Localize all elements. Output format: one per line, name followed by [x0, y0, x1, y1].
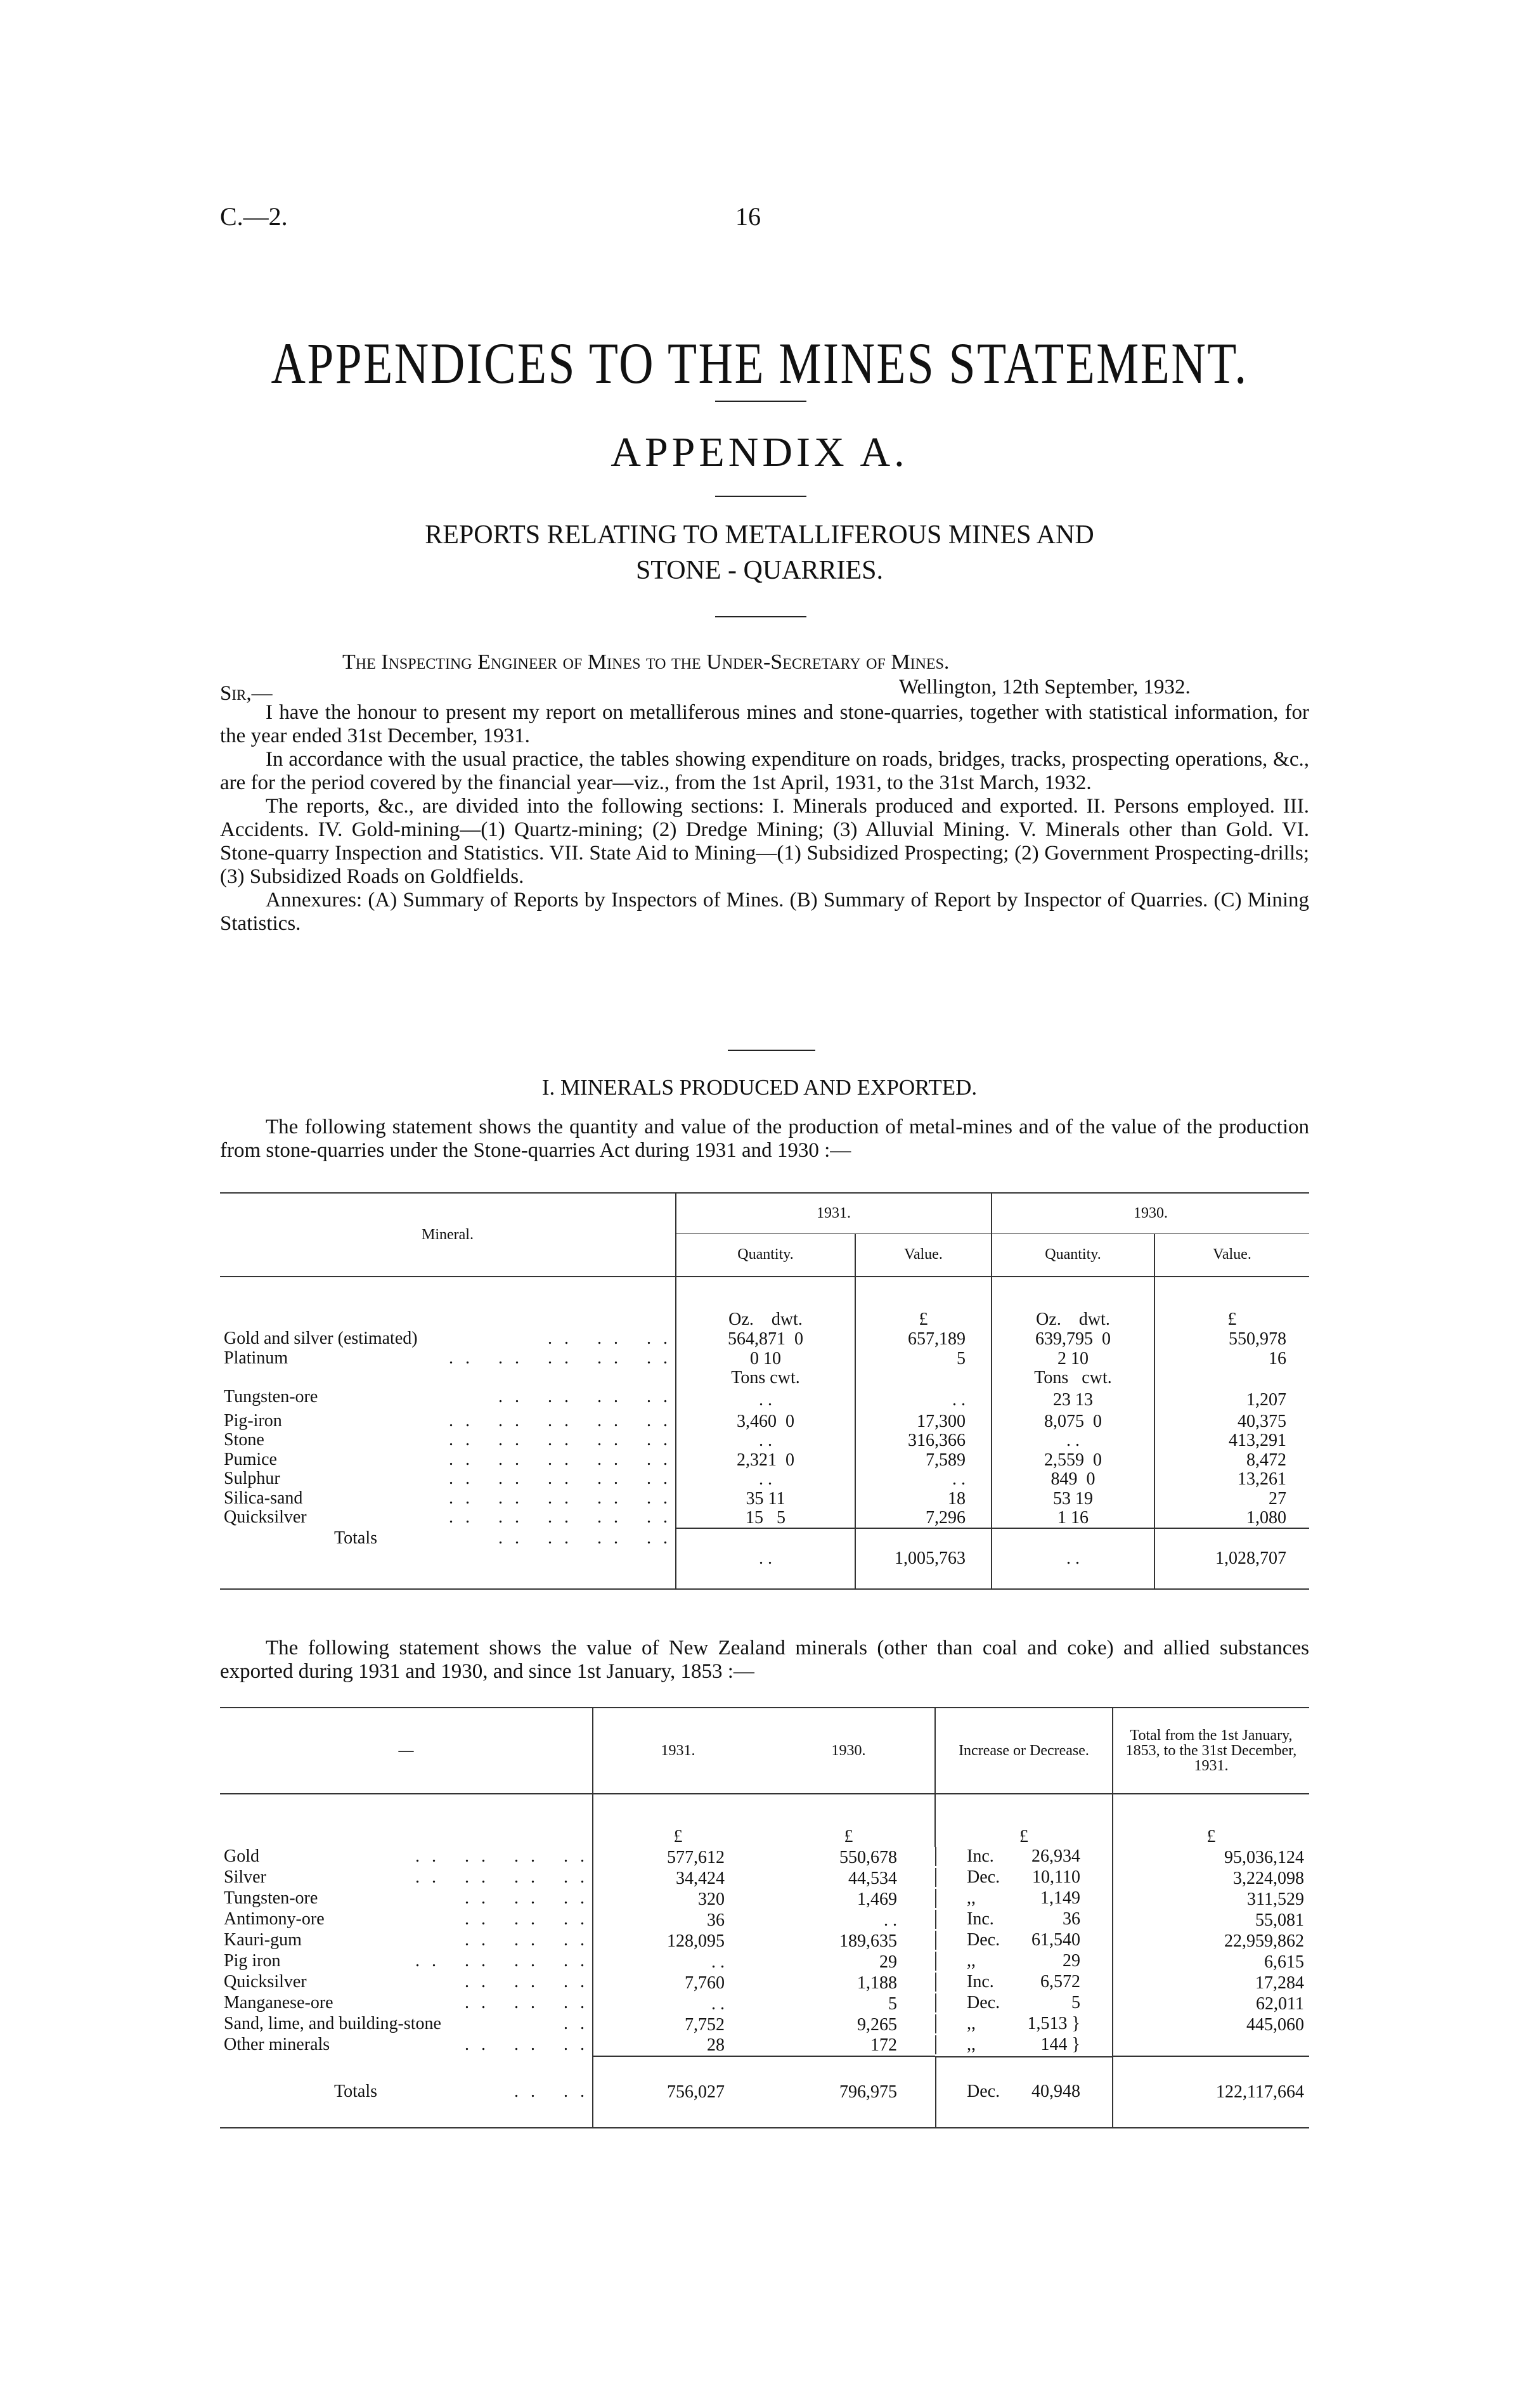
- letter-address: The Inspecting Engineer of Mines to the Under-Secretary of Mines.: [342, 650, 950, 674]
- col-1931-header: 1931.: [593, 1708, 763, 1794]
- leader-dots: . . . . . . . .: [415, 1867, 588, 1887]
- unit-1931-value: £: [855, 1277, 992, 1330]
- document-reference: C.—2.: [220, 202, 288, 231]
- quantity-1930: 849 0: [992, 1470, 1154, 1490]
- section2-intro: [220, 1637, 1309, 1684]
- row-label: [220, 2014, 592, 2033]
- value-1930: 8,472: [1154, 1451, 1309, 1471]
- value-1931: 128,095: [593, 1931, 763, 1952]
- value-1930: 5: [888, 1993, 897, 2014]
- leader-dots: . . . .: [514, 2082, 588, 2101]
- total-since-1853: 17,284: [1113, 1973, 1309, 1993]
- section1-intro-text: The following statement shows the quantity and value of the production of metal-mines and of the value of the production from stone-quarries under the Stone-quarries Act during 1931 and 1930 :—: [220, 1116, 1309, 1162]
- quantity-1930: 8,075 0: [992, 1412, 1154, 1432]
- reports-title-line2: STONE - QUARRIES.: [635, 556, 884, 585]
- letter-body: [220, 701, 1309, 936]
- quantity-1931: . .: [676, 1388, 855, 1412]
- mineral-name: Kauri-gum: [224, 1930, 302, 1950]
- table-row: [220, 1388, 1309, 1412]
- letter-paragraph: Annexures: (A) Summary of Reports by Inspectors of Mines. (B) Summary of Report by Inspector of Quarries. (C) Mining Statistics.: [220, 889, 1309, 935]
- col-quantity-1930-header: Quantity.: [992, 1233, 1154, 1277]
- value-1930: 189,635: [839, 1931, 897, 1951]
- table-row: [220, 1330, 1309, 1349]
- mineral-name: Silver: [224, 1867, 266, 1887]
- unit-1930-quantity: Oz. dwt.: [992, 1277, 1154, 1330]
- mineral-name: Totals: [334, 2082, 378, 2101]
- table-row: [220, 1910, 1309, 1931]
- change-direction: ,,: [967, 2014, 976, 2033]
- leader-dots: . . . . . .: [465, 1888, 588, 1908]
- change-cell: [935, 1910, 1112, 1929]
- row-label: [220, 1490, 675, 1507]
- leader-dots: . . . . . . . .: [415, 1951, 588, 1971]
- total-change-cell: [935, 2056, 1112, 2127]
- leader-dots: . . . . . . . . . .: [449, 1348, 671, 1368]
- value-1930: 16: [1154, 1349, 1309, 1369]
- value-1931: 7,752: [593, 2014, 763, 2035]
- change-amount: 36: [1063, 1909, 1080, 1929]
- row-label: [220, 1451, 675, 1469]
- leader-dots: . . . . . . . . . .: [449, 1488, 671, 1508]
- total-quantity-1930: . .: [992, 1528, 1154, 1589]
- change-amount: 61,540: [1031, 1930, 1080, 1950]
- value-1930: 1,207: [1154, 1388, 1309, 1412]
- row-label: [220, 1330, 675, 1348]
- mineral-name: Pig iron: [224, 1951, 281, 1971]
- table-row: [220, 1931, 1309, 1952]
- leader-dots: . . . . . . . .: [415, 1846, 588, 1866]
- value-1930: 40,375: [1154, 1412, 1309, 1432]
- page-number: 16: [735, 202, 761, 231]
- row-label: [220, 1889, 592, 1908]
- change-direction: Inc.: [967, 1846, 994, 1866]
- mineral-name: Stone: [224, 1430, 264, 1450]
- table-row: [220, 1952, 1309, 1973]
- leader-dots: . . . . . . . . . .: [449, 1449, 671, 1469]
- change-amount: 1,149: [1040, 1888, 1080, 1908]
- row-label: [220, 1349, 675, 1367]
- col-label-header: —: [398, 1742, 414, 1759]
- totals-row: [220, 1528, 1309, 1589]
- table-row: [220, 1889, 1309, 1910]
- mineral-name: Sulphur: [224, 1469, 280, 1488]
- value-1930: 1,080: [1154, 1509, 1309, 1528]
- value-1930: 550,978: [1154, 1330, 1309, 1349]
- mineral-name: Gold and silver (estimated): [224, 1329, 418, 1348]
- value-1930: 13,261: [1154, 1470, 1309, 1490]
- unit-1930: £: [844, 1827, 853, 1846]
- table-row: [220, 1368, 1309, 1388]
- letter-paragraph: I have the honour to present my report on metalliferous mines and stone-quarries, together with statistical information, for the year ended 31st December, 1931.: [220, 701, 1309, 747]
- change-cell: [935, 1993, 1112, 2012]
- change-amount: 5: [1071, 1993, 1080, 2012]
- col-value-1931-header: Value.: [855, 1233, 992, 1277]
- leader-dots: . . . . . . . .: [498, 1386, 671, 1407]
- value-1931: 316,366: [855, 1431, 992, 1451]
- divider: [728, 1050, 815, 1051]
- section2-intro-text: The following statement shows the value of New Zealand minerals (other than coal and coke) and allied substances exported during 1931 and 1930, and since 1st January, 1853 :—: [220, 1637, 1309, 1683]
- value-1931: 657,189: [855, 1330, 992, 1349]
- col-mineral-header: Mineral.: [220, 1193, 676, 1277]
- change-cell: [935, 1952, 1112, 1971]
- mineral-name: Tungsten-ore: [224, 1888, 318, 1908]
- divider: [715, 496, 806, 497]
- leader-dots: . . . . . .: [465, 1909, 588, 1929]
- value-1930: [1154, 1368, 1309, 1388]
- leader-dots: . . . . . . . .: [498, 1528, 671, 1548]
- total-1931: 756,027: [593, 2056, 763, 2128]
- divider: [715, 616, 806, 617]
- value-1930: 1,188: [857, 1973, 897, 1993]
- letter-place-date: Wellington, 12th September, 1932.: [899, 676, 1191, 699]
- quantity-1931: 15 5: [676, 1509, 855, 1528]
- value-1930: 44,534: [848, 1868, 897, 1888]
- table-row: [220, 1451, 1309, 1471]
- table-row: [220, 1349, 1309, 1369]
- change-direction: Dec.: [967, 1993, 1000, 2012]
- change-amount: 29: [1063, 1951, 1080, 1971]
- leader-dots: . . . . . . . . . .: [449, 1469, 671, 1488]
- divider: [715, 401, 806, 402]
- mineral-name: Tungsten-ore: [224, 1386, 318, 1407]
- total-since-1853: 6,615: [1113, 1952, 1309, 1973]
- change-amount: 1,513 }: [1027, 2014, 1080, 2033]
- change-direction: Inc.: [967, 1972, 994, 1992]
- value-1930: 550,678: [839, 1847, 897, 1867]
- table-row: [220, 2014, 1309, 2035]
- total-since-1853: 3,224,098: [1113, 1868, 1309, 1889]
- row-label: [220, 2082, 592, 2102]
- value-1931: 5: [855, 1349, 992, 1369]
- blank-cell: [220, 1794, 593, 1847]
- total-since-1853: 445,060: [1113, 2014, 1309, 2035]
- unit-change: £: [935, 1794, 1113, 1847]
- table-row: [220, 1431, 1309, 1451]
- reports-title-line1: REPORTS RELATING TO METALLIFEROUS MINES AND: [425, 520, 1094, 550]
- value-1931: 34,424: [593, 1868, 763, 1889]
- letter-paragraph: In accordance with the usual practice, the tables showing expenditure on roads, bridges, tracks, prospecting operations, &c., are for the period covered by the financial year—viz., from the 1st April, 1931, to the 31st March, 1932.: [220, 748, 1309, 794]
- leader-dots: . . . . . . . . . .: [449, 1430, 671, 1450]
- unit-1931-quantity: Oz. dwt.: [676, 1277, 855, 1330]
- row-label: [220, 1993, 592, 2012]
- total-since-1853: 55,081: [1113, 1910, 1309, 1931]
- minerals-produced-table: [220, 1192, 1309, 1590]
- change-amount: 144 }: [1040, 2035, 1080, 2054]
- total-change-dir: Dec.: [967, 2082, 1000, 2101]
- value-1931: 36: [593, 1910, 763, 1931]
- change-amount: 10,110: [1032, 1867, 1080, 1887]
- section1-heading: I. MINERALS PRODUCED AND EXPORTED.: [541, 1075, 978, 1100]
- change-cell: [935, 2035, 1112, 2054]
- value-1931: 320: [593, 1889, 763, 1910]
- leader-dots: . . . . . .: [465, 1993, 588, 2012]
- value-1931: 18: [855, 1490, 992, 1509]
- value-1931: . .: [593, 1993, 763, 2014]
- row-label: [220, 2035, 592, 2054]
- change-cell: [935, 1847, 1112, 1866]
- value-1931: 577,612: [593, 1847, 763, 1868]
- table-row: [220, 1847, 1309, 1868]
- row-label: [220, 1931, 592, 1950]
- quantity-1930: 639,795 0: [992, 1330, 1154, 1349]
- quantity-1931: Tons cwt.: [676, 1368, 855, 1388]
- quantity-1930: Tons cwt.: [992, 1368, 1154, 1388]
- quantity-1931: 0 10: [676, 1349, 855, 1369]
- quantity-1930: . .: [992, 1431, 1154, 1451]
- row-label: [220, 1528, 675, 1548]
- row-label: [220, 1388, 675, 1406]
- table-row: [220, 1470, 1309, 1490]
- change-direction: ,,: [967, 1951, 976, 1971]
- value-1931: . .: [855, 1388, 992, 1412]
- value-1931: [855, 1368, 992, 1388]
- row-label: [220, 1431, 675, 1449]
- row-label: [220, 1412, 675, 1430]
- table-row: [220, 1509, 1309, 1528]
- mineral-name: Pig-iron: [224, 1410, 282, 1431]
- total-since-1853: 311,529: [1113, 1889, 1309, 1910]
- col-quantity-1931-header: Quantity.: [676, 1233, 855, 1277]
- change-amount: 6,572: [1040, 1972, 1080, 1992]
- total-change-c: 40,948: [1031, 2082, 1080, 2101]
- value-1930: 413,291: [1154, 1431, 1309, 1451]
- mineral-name: Silica-sand: [224, 1488, 303, 1508]
- table-row: [220, 1973, 1309, 1993]
- col-change-header: Increase or Decrease.: [935, 1708, 1113, 1794]
- quantity-1931: . .: [676, 1431, 855, 1451]
- total-value-1931: 1,005,763: [855, 1528, 992, 1589]
- total-since-1853: [1113, 2035, 1309, 2056]
- row-label: [220, 1847, 592, 1866]
- row-label: [220, 1973, 592, 1992]
- change-direction: Dec.: [967, 1867, 1000, 1887]
- table-row: [220, 2035, 1309, 2056]
- value-1931: 7,760: [593, 1973, 763, 1993]
- change-direction: ,,: [967, 1888, 976, 1908]
- col-year-1930-header: 1930.: [992, 1193, 1309, 1233]
- change-amount: 26,934: [1031, 1846, 1080, 1866]
- table-row: [220, 1490, 1309, 1509]
- unit-total: £: [1113, 1794, 1309, 1847]
- total-1930: 796,975: [763, 2056, 935, 2128]
- change-cell: [935, 2014, 1112, 2033]
- section1-intro: [220, 1116, 1309, 1162]
- table-row: [220, 1868, 1309, 1889]
- quantity-1930: 1 16: [992, 1509, 1154, 1528]
- mineral-name: Quicksilver: [224, 1972, 307, 1992]
- blank-cell: [220, 1277, 676, 1330]
- change-direction: Inc.: [967, 1909, 994, 1929]
- minerals-exported-table: [220, 1707, 1309, 2128]
- total-since-1853: 95,036,124: [1113, 1847, 1309, 1868]
- total-since-1853: 62,011: [1113, 1993, 1309, 2014]
- letter-paragraph: The reports, &c., are divided into the following sections: I. Minerals produced and exported. II. Persons employed. III. Accidents. IV. Gold-mining—(1) Quartz-mining; (2) Dredge Mining; (3) Alluvial Mining. V. Minerals other than Gold. VI. Stone-quarry Inspection and Statistics. VII. State Aid to Mining—(1) Subsidized Prospecting; (2) Government Prospecting-drills; (3) Subsidized Roads on Goldfields.: [220, 795, 1309, 888]
- value-1931: . .: [855, 1470, 992, 1490]
- value-1930: 29: [879, 1952, 897, 1972]
- value-1931: 7,589: [855, 1451, 992, 1471]
- change-cell: [935, 1931, 1112, 1950]
- row-label: [220, 1910, 592, 1929]
- value-1931: 7,296: [855, 1509, 992, 1528]
- change-cell: [935, 1973, 1112, 1992]
- row-label: [220, 1509, 675, 1526]
- leader-dots: . . . . . . . . . .: [449, 1410, 671, 1431]
- col-1930-header: 1930.: [831, 1742, 866, 1759]
- value-1930: 27: [1154, 1490, 1309, 1509]
- total-quantity-1931: . .: [676, 1528, 855, 1589]
- total-since-1853: 22,959,862: [1113, 1931, 1309, 1952]
- quantity-1931: 35 11: [676, 1490, 855, 1509]
- leader-dots: . . . . . .: [548, 1329, 671, 1348]
- quantity-1931: 2,321 0: [676, 1451, 855, 1471]
- appendix-title: APPENDIX A.: [611, 429, 908, 475]
- value-1930: . .: [884, 1910, 897, 1930]
- leader-dots: . .: [564, 2014, 588, 2033]
- value-1930: 9,265: [857, 2014, 897, 2035]
- units-row: [220, 1277, 1309, 1330]
- col-value-1930-header: Value.: [1154, 1233, 1309, 1277]
- leader-dots: . . . . . . . . . .: [449, 1507, 671, 1527]
- unit-1931: £: [593, 1794, 763, 1847]
- quantity-1930: 23 13: [992, 1388, 1154, 1412]
- quantity-1931: 564,871 0: [676, 1330, 855, 1349]
- row-label: [220, 1470, 675, 1488]
- change-cell: [935, 1868, 1112, 1887]
- grand-total-since-1853: 122,117,664: [1113, 2056, 1309, 2128]
- unit-1930-value: £: [1154, 1277, 1309, 1330]
- col-year-1931-header: 1931.: [676, 1193, 992, 1233]
- value-1931: 17,300: [855, 1412, 992, 1432]
- table-row: [220, 1993, 1309, 2014]
- letter-salutation: Sir,—: [220, 682, 273, 705]
- quantity-1931: 3,460 0: [676, 1412, 855, 1432]
- mineral-name: Gold: [224, 1846, 259, 1866]
- col-total-header: Total from the 1st January, 1853, to the 31st December, 1931.: [1113, 1708, 1309, 1794]
- mineral-name: Platinum: [224, 1348, 288, 1368]
- leader-dots: . . . . . .: [465, 1972, 588, 1992]
- mineral-name: Sand, lime, and building-stone: [224, 2014, 441, 2033]
- table-row: [220, 1412, 1309, 1432]
- value-1931: 28: [593, 2035, 763, 2056]
- mineral-name: Other minerals: [224, 2035, 330, 2054]
- main-title: APPENDICES TO THE MINES STATEMENT.: [271, 331, 1248, 396]
- value-1930: 1,469: [857, 1889, 897, 1909]
- value-1931: . .: [593, 1952, 763, 1973]
- mineral-name: Manganese-ore: [224, 1993, 333, 2012]
- leader-dots: . . . . . .: [465, 2035, 588, 2054]
- mineral-name: Pumice: [224, 1449, 277, 1469]
- row-label: [220, 1868, 592, 1887]
- units-row: [220, 1794, 1309, 1847]
- quantity-1930: 53 19: [992, 1490, 1154, 1509]
- row-label: [220, 1952, 592, 1971]
- total-value-1930: 1,028,707: [1154, 1528, 1309, 1589]
- value-1930: 172: [870, 2035, 897, 2055]
- quantity-1931: . .: [676, 1470, 855, 1490]
- quantity-1930: 2,559 0: [992, 1451, 1154, 1471]
- mineral-name: Antimony-ore: [224, 1909, 325, 1929]
- mineral-name: Quicksilver: [224, 1507, 307, 1527]
- leader-dots: . . . . . .: [465, 1930, 588, 1950]
- quantity-1930: 2 10: [992, 1349, 1154, 1369]
- change-cell: [935, 1889, 1112, 1908]
- totals-row: [220, 2056, 1309, 2128]
- change-direction: ,,: [967, 2035, 976, 2054]
- mineral-name: Totals: [334, 1528, 378, 1548]
- change-direction: Dec.: [967, 1930, 1000, 1950]
